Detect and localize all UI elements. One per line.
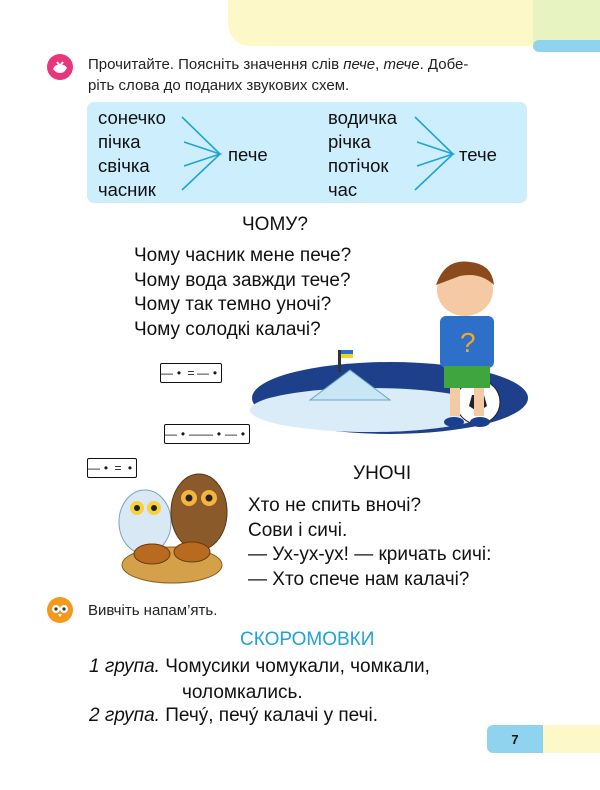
boy-illustration (240, 250, 530, 440)
header-tab-stripe (533, 40, 600, 52)
poem-line: — Ух-ух-ух! — кричать сичі: (248, 544, 492, 565)
group-label: 2 група. (89, 705, 160, 726)
arrow-left-icon (180, 112, 230, 192)
word: річка (328, 131, 371, 152)
poem-title: УНОЧІ (353, 463, 412, 484)
poem-line: Чому так темно уночі? (134, 294, 332, 315)
group-label: 1 група. (89, 656, 160, 677)
word-list-right (328, 106, 397, 202)
poem-line: Чому вода завжди тече? (134, 269, 351, 291)
word-list-left (98, 106, 166, 202)
owl-face-icon (47, 597, 73, 623)
svg-text:?: ? (460, 327, 476, 358)
sound-scheme: — • = • (87, 458, 137, 478)
poem-line: Чому солодкі калачі? (134, 318, 321, 340)
poem-line: Хто не спить вночі? (248, 495, 422, 516)
target-word-left: пече (228, 144, 268, 165)
word: потічок (328, 155, 389, 176)
word: водичка (328, 107, 398, 128)
word: часник (98, 179, 156, 200)
sound-scheme: — • — — • — • (164, 424, 250, 444)
word: свічка (98, 155, 150, 176)
word: пічка (98, 131, 141, 152)
word: сонечко (98, 107, 166, 128)
page-number: 7 (511, 731, 519, 747)
tongue-twister-line: чоломкались. (182, 682, 303, 703)
word: час (328, 179, 358, 200)
hands-icon (47, 54, 73, 80)
exercise-instruction: Прочитайте. Поясніть значення слів пече, тече. Добе- ріть слова до поданих звукових схем. (88, 56, 469, 94)
section-title: СКОРОМОВКИ (240, 629, 375, 650)
tongue-twister-line: Чомусики чомукали, чомкали, (165, 656, 430, 677)
owls-illustration (107, 462, 242, 587)
tongue-twister-line: Печý, печý калачі у печі. (165, 705, 379, 726)
arrow-right-icon (413, 112, 463, 192)
poem-text (248, 494, 491, 592)
poem-line: Сови і сичі. (248, 519, 348, 541)
tongue-twister-group-2 (89, 704, 378, 729)
target-word-right: тече (459, 144, 497, 165)
poem-line: — Хто спече нам калачі? (248, 568, 470, 590)
sound-scheme: — • = — • (160, 363, 222, 383)
poem-title: ЧОМУ? (242, 214, 308, 235)
header-tab (228, 0, 533, 46)
tongue-twister-group-1 (89, 654, 430, 706)
poem-line: Чому часник мене пече? (134, 245, 352, 266)
exercise-instruction: Вивчіть напам’ять. (88, 602, 218, 619)
page-number-badge (487, 725, 543, 753)
